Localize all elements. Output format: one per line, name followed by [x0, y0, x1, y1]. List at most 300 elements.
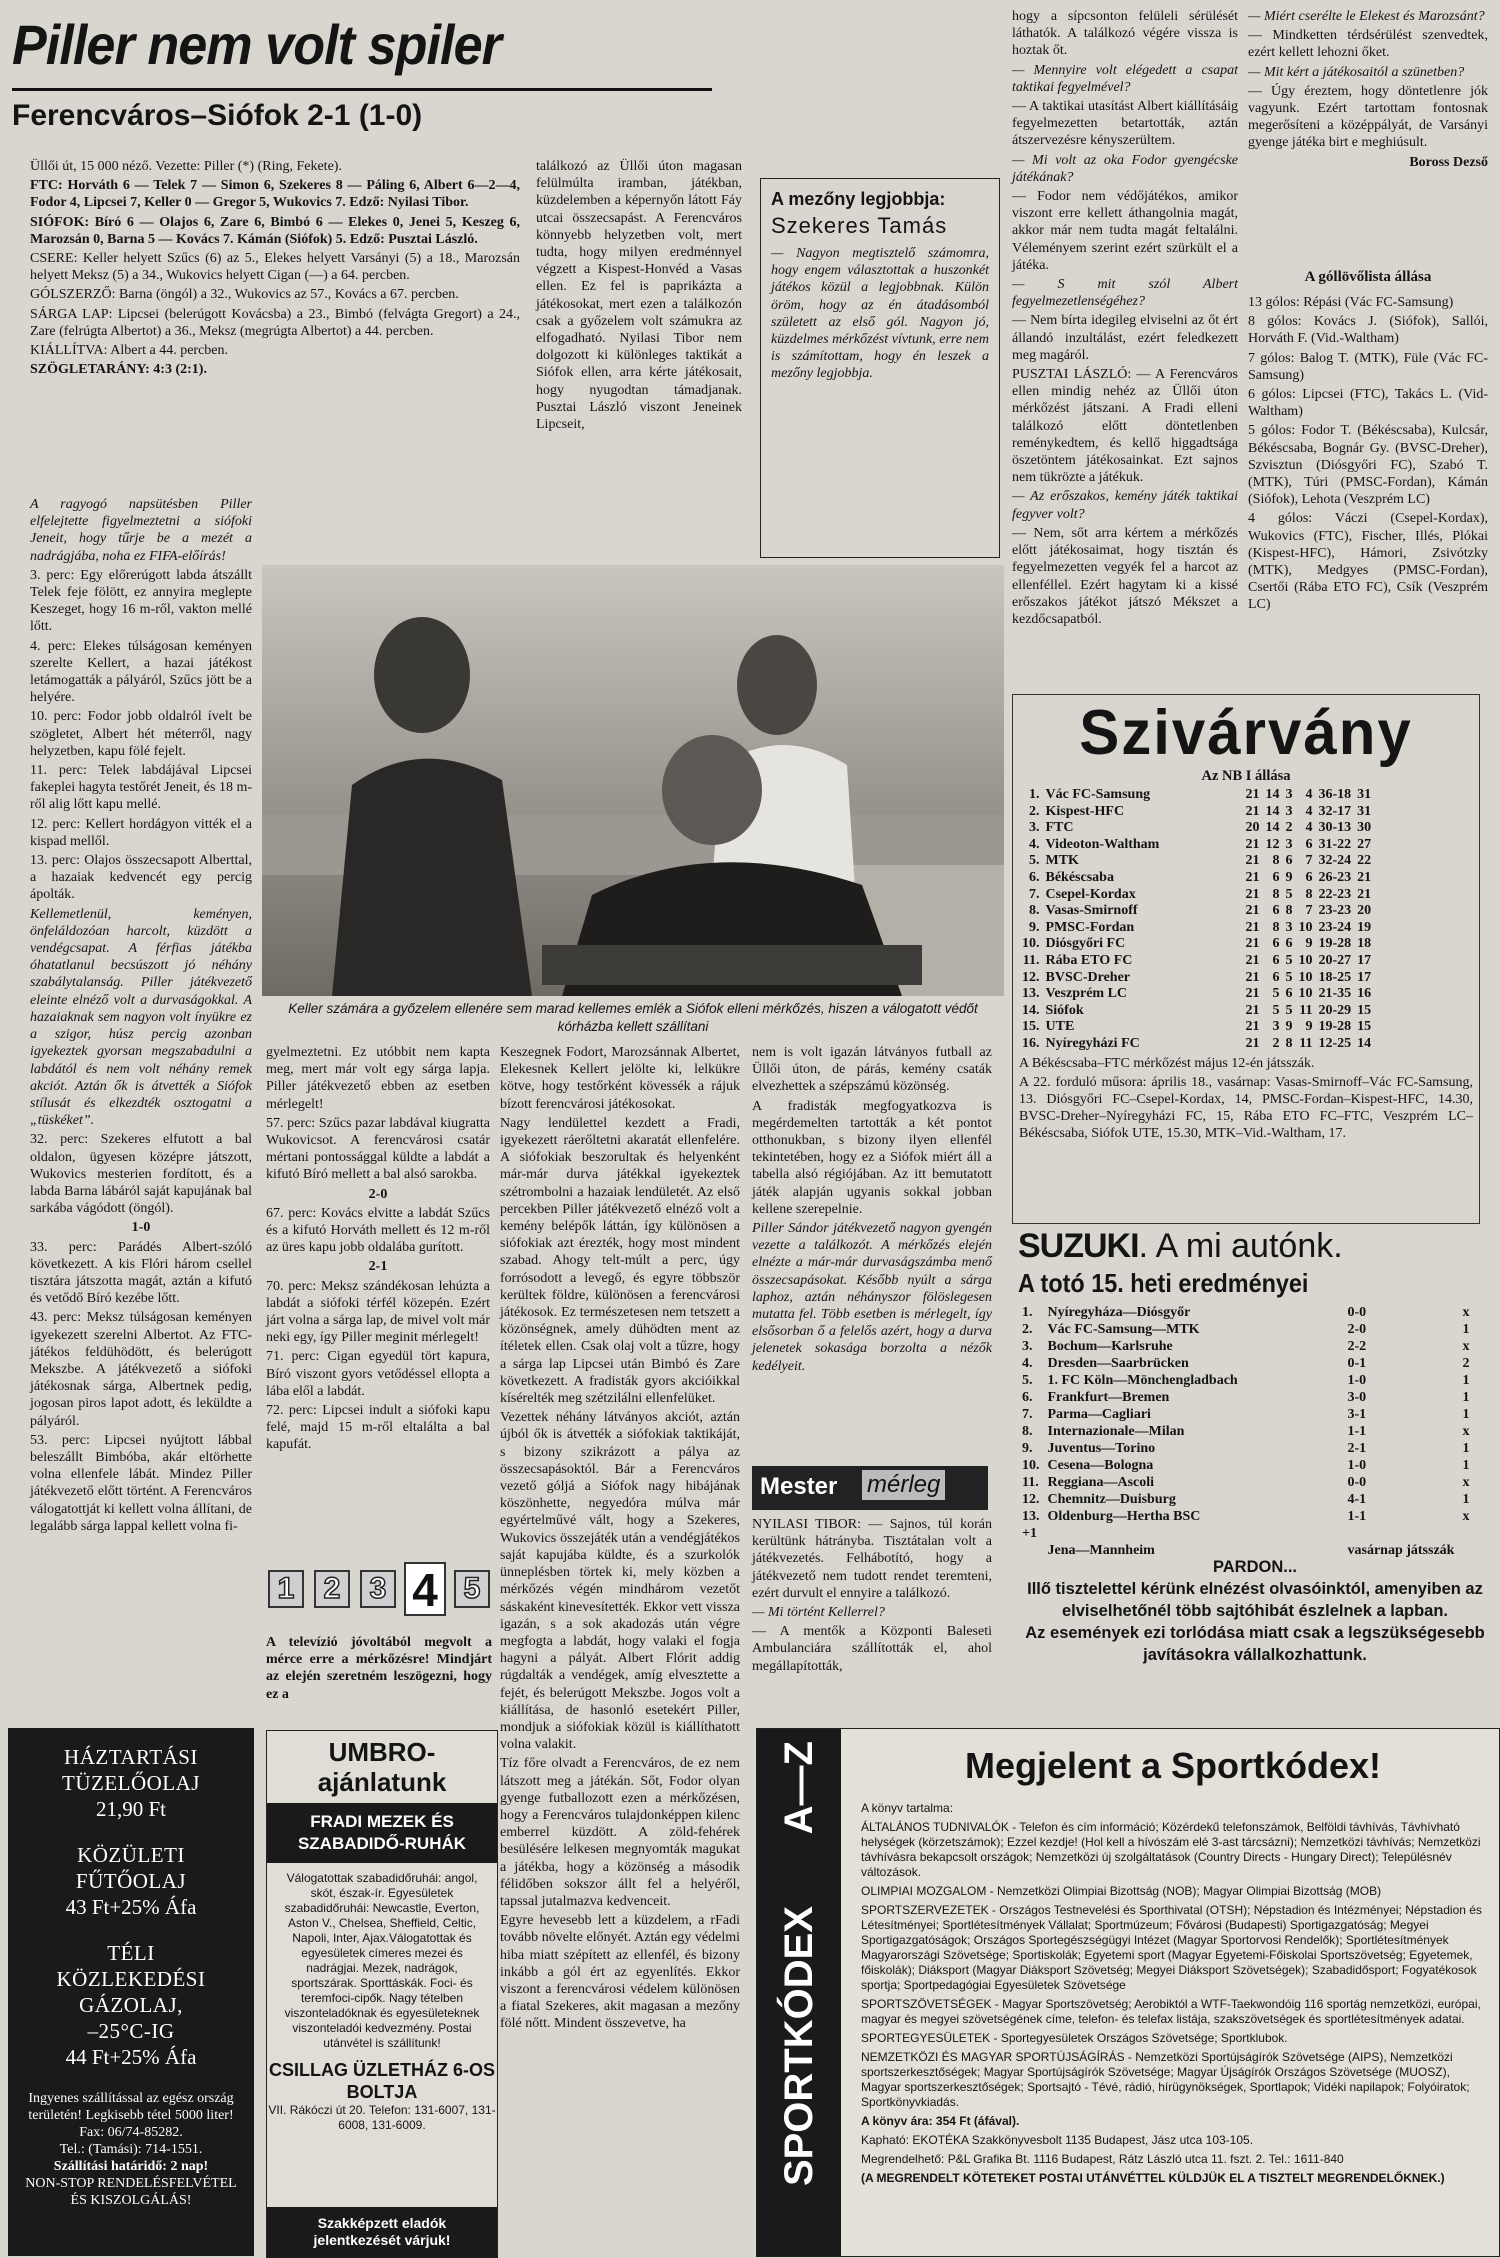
umbro-banner: FRADI MEZEK ÉS SZABADIDŐ-RUHÁK [267, 1803, 497, 1863]
toto-row [1018, 1389, 1473, 1406]
toto-cell: 11. [1022, 1475, 1039, 1490]
article-column-4-lower [752, 1044, 992, 1464]
standings-row [1019, 986, 1374, 1003]
sportkodex-where: Kapható: EKOTÉKA Szakkönyvesbolt 1135 Budapest, Jász utca 103-105. [861, 2133, 1254, 2147]
standings-cell: 20-29 [1318, 1002, 1352, 1018]
standings-row [1019, 920, 1374, 937]
standings-row [1019, 853, 1374, 870]
toto-title: A totó 15. heti eredményei [1018, 1268, 1309, 1298]
standings-cell: 5 [1285, 886, 1293, 902]
toto-cell: 1 [1462, 1458, 1470, 1473]
interview-question: — Mi volt az oka Fodor gyengécske játékának? [1012, 152, 1238, 185]
sportkodex-note: (A MEGRENDELT KÖTETEKET POSTAI UTÁNVÉTTEL KÜLDJÜK EL A TISZTELT MEGRENDELŐKNEK.) [861, 2171, 1445, 2185]
standings-cell: 17 [1357, 952, 1372, 968]
standings-cell: 32-24 [1318, 853, 1352, 869]
article-headline: Piller nem volt spiler [12, 13, 501, 76]
fuel-line: KÖZÜLETI [77, 1843, 185, 1867]
standings-cell: 21-35 [1318, 986, 1352, 1002]
standings-cell: 3 [1285, 919, 1293, 935]
standings-cell: 21 [1245, 787, 1260, 802]
standings-cell: 9 [1285, 869, 1293, 885]
toto-cell: 13. [1022, 1509, 1040, 1524]
sportkodex-item: ÁLTALÁNOS TUDNIVALÓK - Telefon és cím információ; Közérdekű telefonszámok, Belföldi távhívás, Távhívható helységek (körzetszámok); Ezzel kezdje! (Hol kell a hívószám elé 3-ast tárcsázni); Nemzetközi távhívás; Nemzetközi távhívásra bekapcsolt országok; Nemzetközi új szolgáltatások (Country Directs - Hungary Direct); Településnév változások. [861, 1820, 1481, 1879]
team-name: PMSC-Fordan [1045, 919, 1135, 935]
umbro-address: VII. Rákóczi út 20. Telefon: 131-6007, 131-6008, 131-6009. [268, 2103, 496, 2132]
umbro-body: Válogatottak szabadidőruhái: angol, skót, észak-ír. Egyesületek szabadidőruhái: Newcastle, Everton, Aston V., Chelsea, Sheffield, Celtic, Napoli, Inter, Ajax.Válogatottak és egyesületek címeres mezei és nadrágjai. Mezek, nadrágok, sportszárak. Sporttáskák. Foci- és teremfoci-cipők. Nagy tételben viszonteladóknak és egyesületeknek viszonteladói kedvezmény. Postai utánvétel is szállítunk! [284, 1871, 480, 2050]
toto-cell: +1 [1022, 1526, 1037, 1541]
szivarvany-logo: Szivárvány [1079, 697, 1413, 768]
standings-cell: 14 [1265, 820, 1280, 836]
team-name: Rába ETO FC [1045, 952, 1133, 968]
toto-match: Cesena—Bologna [1047, 1458, 1154, 1473]
article-paragraph: A fradisták megfogyatkozva is megérdemelten tartották a két pontot otthonukban, s bizony ilyen ellenfél tekintetében, hogy ez a Siófok miért áll a tabella alsó régiójában. Az itt bemutatott játék alapján ugyanis sokkal jobban kellene szerepelnie. [752, 1098, 992, 1217]
event-item: 53. perc: Lipcsei nyújtott lábbal beleszállt Bimbóba, akár eltörhette volna ellenfele lábát. Mindez Piller játékvezető előtt történt. A Ferencváros válogatottját ki kellett volna állítani, de legalább sárga lappal kellett volna fi- [30, 1432, 252, 1534]
standings-cell: 5. [1029, 853, 1040, 869]
toto-cell: 1-0 [1347, 1458, 1367, 1473]
fuel-price: 43 Ft+25% Áfa [65, 1895, 197, 1919]
toto-match: Jena—Mannheim [1047, 1543, 1155, 1558]
interview-answer: — Mindketten térdsérülést szenvedtek, ezért kellett lehozni őket. [1248, 28, 1488, 61]
toto-row [1018, 1508, 1473, 1525]
team-name: Csepel-Kordax [1045, 886, 1136, 902]
standings-cell: 5 [1285, 969, 1293, 985]
toto-table [1018, 1304, 1473, 1559]
toto-cell: 3-1 [1347, 1407, 1367, 1422]
match-events-column-2 [266, 1044, 490, 1556]
sportkodex-vertical-az: A—Z [777, 1741, 821, 1835]
standings-row [1019, 953, 1374, 970]
sportkodex-intro: A könyv tartalma: [861, 1801, 954, 1815]
toto-cell: vasárnap játsszák [1347, 1543, 1455, 1558]
interview-column-2 [1248, 8, 1488, 272]
standings-cell: 4 [1305, 820, 1313, 836]
fuel-phone: Tel.: (Tamási): 714-1551. [59, 2142, 203, 2157]
team-name: Siófok [1045, 1002, 1084, 1018]
toto-match: Nyíregyháza—Diósgyőr [1047, 1305, 1191, 1320]
interview-question: — Mit kért a játékosaitól a szünetben? [1248, 64, 1465, 80]
standings-cell: 6 [1285, 936, 1293, 952]
standings-cell: 6 [1272, 903, 1280, 919]
standings-cell: 31-22 [1318, 836, 1352, 852]
toto-row [1018, 1338, 1473, 1355]
standings-cell: 31 [1357, 787, 1372, 802]
fuel-deadline: Szállítási határidő: 2 nap! [53, 2159, 209, 2174]
toto-cell: 0-0 [1347, 1305, 1367, 1320]
standings-cell: 2 [1285, 820, 1293, 836]
team-name: FTC [1045, 820, 1074, 836]
standings-cell: 21 [1245, 919, 1260, 935]
fuel-price: 44 Ft+25% Áfa [65, 2045, 197, 2069]
standings-cell: 6 [1272, 952, 1280, 968]
team-name: UTE [1045, 1019, 1075, 1035]
standings-cell: 5 [1285, 952, 1293, 968]
toto-cell: x [1462, 1509, 1470, 1524]
standings-cell: 8. [1029, 903, 1040, 919]
standings-cell: 14 [1265, 803, 1280, 819]
standings-cell: 21 [1245, 1019, 1260, 1035]
standings-cell: 8 [1272, 919, 1280, 935]
standings-cell: 20 [1245, 820, 1260, 836]
sportkodex-order: Megrendelhető: P&L Grafika Bt. 1116 Budapest, Rátz László utca 11. fszt. 2. Tel.: 1611-840 [861, 2152, 1344, 2166]
fuel-nonstop: NON-STOP RENDELÉSFELVÉTEL ÉS KISZOLGÁLÁS! [25, 2176, 237, 2208]
toto-cell: 1. [1022, 1305, 1033, 1320]
toto-row [1018, 1525, 1473, 1542]
pardon-text: Illő tisztelettel kérünk elnézést olvasóinktól, amenyiben az elviselhetőnél több sajtóhibát észlelnek a lapban. [1027, 1580, 1483, 1620]
standings-cell: 10 [1298, 969, 1313, 985]
fuel-line: KÖZLEKEDÉSI [56, 1967, 206, 1991]
standings-row [1019, 936, 1374, 953]
toto-cell: x [1462, 1305, 1470, 1320]
event-item: 33. perc: Parádés Albert-szóló következett. A kis Flóri három csellel tisztára játszotta magát, aztán a kifutó és vetődő Bíró kezébe lőtt. [30, 1239, 252, 1307]
standings-cell: 8 [1305, 886, 1313, 902]
yellow-cards: SÁRGA LAP: Lipcsei (belerúgott Kovácsba) a 23., Bimbó (felvágta Gregort) a 24., Zare (felrúgta Albertot) a 36., Meksz (megrúgta Albertot) a 44. percben. [30, 306, 520, 339]
toto-cell: 12. [1022, 1492, 1040, 1507]
toto-row [1018, 1372, 1473, 1389]
standings-cell: 8 [1285, 1035, 1293, 1051]
sportkodex-item: SPORTSZERVEZETEK - Országos Testnevelési és Sporthivatal (OTSH); Népstadion és Intézményei; Népstadion és Létesítményei; Sportlétesítmények Vállalat; Sportmúzeum; Fővárosi (Budapesti) Sportigazgatóság; Megyei Sportigazgatóságok; Országos Sportegészségügyi Intézet (Magyar Sportorvosi Rendelők); Sportlétesítmények Magyarországi Szövetsége; Sportiskolák; Egyetemi sport (Magyar Egyetemi-Főiskolai Sportszövetség; Egyetemek, főiskolák); Diáksport (Magyar Diáksport Szövetség; Megyei Diáksport Szövetségek); Szabadidősport; Fogyatékosok sportja; Sportpedagógiai Egyesületek Szövetsége [861, 1903, 1482, 1992]
standings-cell: 21 [1245, 1002, 1260, 1018]
match-result-subhead-block [12, 98, 712, 142]
standings-row [1019, 887, 1374, 904]
toto-row [1018, 1321, 1473, 1338]
standings-cell: 7. [1029, 886, 1040, 902]
toto-cell: 1 [1462, 1407, 1470, 1422]
fuel-delivery: Ingyenes szállítással az egész ország területén! Legkisebb tétel 5000 liter! Fax: 06/74-85282. [28, 2091, 234, 2140]
standings-cell: 32-17 [1318, 803, 1352, 819]
standings-cell: 20 [1357, 903, 1372, 919]
toto-cell: 5. [1022, 1373, 1033, 1388]
standings-row [1019, 903, 1374, 920]
fuel-line: FŰTŐOLAJ [75, 1869, 187, 1893]
standings-cell: 21 [1245, 869, 1260, 885]
toto-match: Frankfurt—Bremen [1047, 1390, 1170, 1405]
referee-assessment: Piller Sándor játékvezető nagyon gyengén vezette a találkozót. A mérkőzés elején elnézte a már-már durvaságszámba menő összecsapásokat. Később nyúlt a sárga laphoz, aztán néhányszor fölöslegesen mutatta fel. Több esetben is mérlegelt, így elsősorban ő a felelős azért, hogy a durva jelenetek sokasága borzolta a nézők kedélyeit. [752, 1221, 992, 1374]
standings-cell: 18-25 [1318, 969, 1352, 985]
standings-cell: 14 [1265, 787, 1280, 802]
standings-cell: 3 [1285, 787, 1293, 802]
pardon-notice [1022, 1556, 1488, 1668]
team-name: Videoton-Waltham [1045, 836, 1160, 852]
interview-answer: — Nem, sőt arra kértem a mérkőzés előtt játékosaimat, hogy tisztán és fegyelmezetten vegyék fel a harcot az ellenféllel. Ezért hagytam ki a kissé erőszakos játékot játszó Mékszet a kezdőcsapatból. [1012, 525, 1238, 627]
standings-cell: 30 [1357, 820, 1372, 836]
toto-match: Chemnitz—Duisburg [1047, 1492, 1176, 1507]
lineup-box [30, 158, 520, 494]
toto-match: Internazionale—Milan [1047, 1424, 1185, 1439]
standings-cell: 14 [1357, 1035, 1372, 1051]
standings-cell: 21 [1245, 886, 1260, 902]
standings-cell: 6. [1029, 869, 1040, 885]
team-name: Nyíregyházi FC [1045, 1035, 1140, 1051]
team-name: MTK [1045, 853, 1079, 869]
interview-answer: — Fodor nem védőjátékos, amikor viszont erre kellett áthangolnia magát, akkor már nem tudta magát feltalálni. Véleményem szerint ezért szürkült el a játéka. [1012, 189, 1238, 273]
standings-cell: 6 [1272, 936, 1280, 952]
standings-cell: 21 [1245, 969, 1260, 985]
toto-cell: 8. [1022, 1424, 1033, 1439]
toto-cell: 2-2 [1347, 1339, 1367, 1354]
toto-row [1018, 1474, 1473, 1491]
standings-cell: 15 [1357, 1002, 1372, 1018]
standings-cell: 23-24 [1318, 919, 1352, 935]
standings-row [1019, 804, 1374, 821]
standings-cell: 9 [1285, 1019, 1293, 1035]
toto-match [1044, 1525, 1344, 1542]
coach-interview-column [752, 1516, 992, 1722]
sportkodex-price: A könyv ára: 354 Ft (áfával). [861, 2114, 1020, 2128]
toto-row [1018, 1423, 1473, 1440]
standings-cell: 9. [1029, 919, 1040, 935]
standings-cell: 16. [1022, 1035, 1040, 1051]
interview-nyilasi: NYILASI TIBOR: — Sajnos, túl korán kerültünk hátrányba. Tisztátalan volt a játékvezetés. Felhábotító, hogy a játékvezető nem tudott rendet teremteni, ezért durvult el ennyire a találkozó. [752, 1517, 992, 1601]
round-program: A 22. forduló műsora: április 18., vasárnap: Vasas-Smirnoff–Vác FC-Samsung, 13. Diósgyőri FC–Csepel-Kordax, 14, PMSC-Fordan–Kispest-HFC, 14.30, BVSC-Dreher–Nyíregyházi FC, 15, Rába ETO FC–FTC, Veszprém LC–Békéscsaba, Siófok UTE, 15.30, MTK–Vid.-Waltham, 17. [1019, 1074, 1473, 1141]
standings-cell: 23-23 [1318, 903, 1352, 919]
toto-match: Parma—Cagliari [1047, 1407, 1151, 1422]
toto-match: Bochum—Karlsruhe [1047, 1339, 1173, 1354]
standings-cell: 15. [1022, 1019, 1040, 1035]
toto-cell: x [1462, 1475, 1470, 1490]
pardon-text-2: Az események ezi torlódása miatt csak a legszükségesebb javításokra vállalkozhattunk. [1025, 1624, 1485, 1664]
sportkodex-item: NEMZETKÖZI ÉS MAGYAR SPORTÚJSÁGÍRÁS - Nemzetközi Sportújságírók Szövetsége (AIPS), Nemzetközi sportszerkesztőségek; Magyar Sportújságírók Szövetsége; Magyar Újságírók Országos Szövetsége (MUOSZ), Magyar sportszerkesztőségek; Sportsajtó - Tévé, rádió, hírügynökségek, Sportlapok; Vidéki napilapok; Folyóiratok; Sportkönyvkiadás. [861, 2050, 1470, 2109]
toto-cell: 1 [1462, 1373, 1470, 1388]
standings-cell: 36-18 [1318, 787, 1352, 802]
event-item: 43. perc: Meksz túlságosan keményen igyekezett szerelni Albertot. Az FTC-játékos feldühödött, és belerúgott Mekszbe. A játékvezető a siófoki játékosnak sárga, Albertnek pedig, jogosan piros lapot adott, és leküldte a pályáról. [30, 1310, 252, 1429]
interview-answer: — A taktikai utasítást Albert kiállításáig fegyelmezetten betartották, aztán átszervezésre kényszerültem. [1012, 99, 1238, 149]
siofok-lineup: SIÓFOK: Bíró 6 — Olajos 6, Zare 6, Bimbó 6 — Elekes 0, Jenei 5, Keszeg 6, Marozsán 0, Barna 5 — Kovács 7. Kámán (Siófok) 5. Edző: Pusztai László. [30, 214, 520, 247]
article-paragraph: Keszegnek Fodort, Marozsánnak Albertet, Elekesnek Kellert jelölte ki, lelkükre kötve, hogy testőrként kövessék a rájuk bízott ferencvárosi játékosokat. [500, 1045, 740, 1112]
toto-cell: 3-0 [1347, 1390, 1367, 1405]
match-events-column [30, 496, 252, 1722]
sportkodex-title: Megjelent a Sportkódex! [964, 1745, 1382, 1786]
standings-cell: 21 [1245, 936, 1260, 952]
standings-cell: 21 [1245, 836, 1260, 852]
standings-cell: 4. [1029, 836, 1040, 852]
article-paragraph: Egyre hevesebb lett a küzdelem, a rFadi tovább növelte előnyét. Aztán egy védelmi hiba miatt szépített az ellenfél, és bizony inkább a gól ért az egyenlítés. Ekkor viszont a ferencvárosi védelem különösen a fiatal Szekeres, akit magasan a mezőny fölé nőtt. Mindent összevetve, ha [500, 1913, 740, 2032]
toto-cell: 9. [1022, 1441, 1033, 1456]
standings-row [1019, 787, 1374, 804]
suzuki-ad [1018, 1226, 1488, 1266]
standings-cell: 12 [1265, 836, 1280, 852]
toto-cell: 3. [1022, 1339, 1033, 1354]
event-item: 70. perc: Meksz szándékosan lehúzta a labdát a siófoki térfél közepén. Ezért járt volna a sárga lap, de mivel volt már neki egy, így Piller meginit mérlegelt! [266, 1278, 490, 1346]
man-of-the-match-name: Szekeres Tamás [771, 213, 948, 238]
toto-cell: 1 [1462, 1322, 1470, 1337]
toto-cell: 1-0 [1347, 1373, 1367, 1388]
standings-cell: 21 [1245, 903, 1260, 919]
event-commentary: Kellemetlenül, keményen, önfeláldozóan harcolt, küzdött a vendégcsapat. A férfias játékba óhatatlanul becsúszott jó néhány szabálytalanság. Piller játékvezető eleinte elnéző volt a durvaságokkal. A hazaiaknak sem nagyon volt ínyükre ez a szigor, húsz percig azonban igyekeztek gyorsan megszabadulni a labdától és nem volt néhány remek akciót. Aztán ők is átvették a Siófok stílusát és elkezdték osztogatni a „tüskéket”. [30, 906, 252, 1129]
standings-cell: 16 [1357, 986, 1372, 1002]
top-scorers-title: A góllövőlista állása [1304, 269, 1432, 285]
toto-match: Dresden—Saarbrücken [1047, 1356, 1189, 1371]
top-scorers-box [1248, 266, 1488, 690]
standings-cell: 11. [1022, 952, 1040, 968]
rating-digit: 3 [360, 1570, 396, 1608]
top-scorers-entry: 4 gólos: Váczi (Csepel-Kordax), Wukovics (FTC), Fischer, Illés, Plókai (Kispest-HFC), Hámori, Zsivótzky (MTK), Medgyes (PMSC-Fordan), Csertői (Rába ETO FC), Csík (Veszprém LC) [1248, 511, 1488, 613]
sportkodex-vertical-title: SPORTKÓDEX [777, 1906, 821, 2187]
event-item: 71. perc: Cigan egyedül tört kapura, Bíró viszont gyors vetődéssel ellopta a lába elől a labdát. [266, 1349, 490, 1399]
standings-cell: 3. [1029, 820, 1040, 836]
rating-digit: 5 [454, 1570, 490, 1608]
standings-note: A Békéscsaba–FTC mérkőzést május 12-én játsszák. [1019, 1055, 1315, 1071]
toto-cell: 6. [1022, 1390, 1033, 1405]
standings-cell: 14. [1022, 1002, 1040, 1018]
standings-cell: 7 [1305, 853, 1313, 869]
photo-caption: Keller számára a győzelem ellenére sem marad kellemes emlék a Siófok elleni mérkőzés, hiszen a válogatott védőt kórházba kellett szállítani [288, 1001, 978, 1034]
standings-cell: 22 [1357, 853, 1372, 869]
standings-table [1019, 787, 1374, 1053]
fuel-line: TÉLI [107, 1941, 155, 1965]
standings-cell: 3 [1285, 803, 1293, 819]
standings-cell: 10 [1298, 986, 1313, 1002]
suzuki-brand: SUZUKI [1018, 1227, 1139, 1265]
match-result-subhead: Ferencváros–Siófok 2-1 (1-0) [12, 99, 423, 132]
merleg-word: mérleg [862, 1470, 945, 1500]
mestermerleg-logo [752, 1466, 988, 1510]
standings-cell: 19 [1357, 919, 1372, 935]
standings-row [1019, 1019, 1374, 1036]
sportkodex-item: OLIMPIAI MOZGALOM - Nemzetközi Olimpiai Bizottság (NOB); Magyar Olimpiai Bizottság (MOB) [861, 1884, 1382, 1898]
standings-cell: 19-28 [1318, 1019, 1352, 1035]
standings-cell: 6 [1285, 853, 1293, 869]
top-scorers-entry: 13 gólos: Répási (Vác FC-Samsung) [1248, 295, 1454, 310]
standings-cell: 4 [1305, 803, 1313, 819]
headline-rule [12, 88, 712, 91]
toto-match: Juventus—Torino [1047, 1441, 1156, 1456]
umbro-heading: UMBRO- [328, 1737, 436, 1767]
standings-row [1019, 870, 1374, 887]
rating-digit: 2 [314, 1570, 350, 1608]
standings-row [1019, 1003, 1374, 1020]
standings-box [1012, 694, 1480, 1224]
venue-line: Üllői út, 15 000 néző. Vezette: Piller (*) (Ring, Fekete). [30, 159, 342, 174]
team-name: Veszprém LC [1045, 986, 1128, 1002]
toto-cell [1458, 1525, 1473, 1542]
standings-cell: 21 [1245, 986, 1260, 1002]
sportkodex-body [861, 1801, 1487, 2251]
standings-cell: 22-23 [1318, 886, 1352, 902]
toto-cell: 2-0 [1347, 1322, 1367, 1337]
umbro-heading-2: ajánlatunk [317, 1767, 447, 1797]
toto-cell [1344, 1525, 1459, 1542]
standings-cell: 6 [1305, 836, 1313, 852]
standings-cell: 9 [1305, 936, 1313, 952]
substitutions: CSERE: Keller helyett Szűcs (6) az 5., Elekes helyett Varsányi (5) a 18., Marozsán helyett Meksz (5) a 34., Wukovics helyett Cigan (—) a 64. percben. [30, 251, 520, 284]
standings-cell: 21 [1245, 853, 1260, 869]
event-item: 67. perc: Kovács elvitte a labdát Szűcs és a kifutó Horváth mellett és 12 m-ről az üres kapu jobb oldalába gurított. [266, 1205, 490, 1256]
event-item: 10. perc: Fodor jobb oldalról ívelt be szögletet, Albert hét méterről, nagy helyzetben, kapu fölé fejelt. [30, 709, 252, 759]
standings-cell: 11 [1299, 1002, 1313, 1018]
fuel-line: TÜZELŐOLAJ [62, 1771, 200, 1795]
standings-row [1019, 820, 1374, 837]
umbro-ad [266, 1730, 498, 2258]
interview-answer: — A mentők a Központi Baleseti Ambulanciára szállították el, ahol megállapították, [752, 1624, 992, 1674]
interview-question: — Miért cserélte le Elekest és Marozsánt? [1248, 9, 1485, 24]
toto-cell: 1 [1462, 1390, 1470, 1405]
article-column-3-lower [500, 1044, 740, 2256]
interview-answer: — Nem bírta idegileg elviselni az őt ért állandó inzultálást, ezért feledkezett meg magáról. [1012, 313, 1238, 363]
standings-cell: 6 [1305, 869, 1313, 885]
standings-cell: 12. [1022, 969, 1040, 985]
standings-cell: 21 [1357, 886, 1372, 902]
suzuki-slogan: . A mi autónk. [1138, 1227, 1343, 1265]
toto-cell: 2. [1022, 1322, 1033, 1337]
photo-image [262, 565, 1004, 996]
standings-cell: 10 [1298, 952, 1313, 968]
toto-match: Oldenburg—Hertha BSC [1047, 1509, 1201, 1524]
goalscorers: GÓLSZERZŐ: Barna (öngól) a 32., Wukovics az 57., Kovács a 67. percben. [30, 287, 459, 303]
standings-cell: 12-25 [1318, 1035, 1352, 1051]
fuel-line: HÁZTARTÁSI [64, 1745, 198, 1769]
umbro-shop: CSILLAG ÜZLETHÁZ 6-OS BOLTJA [269, 2060, 495, 2102]
standings-cell: 27 [1357, 836, 1372, 852]
score-line: 1-0 [131, 1220, 151, 1236]
standings-cell: 10 [1298, 919, 1313, 935]
event-item: 13. perc: Olajos összecsapott Alberttal, a hazaiak kedvencét egy percig ápolták. [30, 853, 252, 903]
team-name: Kispest-HFC [1045, 803, 1125, 819]
score-line: 2-1 [368, 1259, 388, 1275]
toto-row [1018, 1304, 1473, 1321]
event-item: 12. perc: Kellert hordágyon vitték el a kispad mellől. [30, 816, 252, 849]
toto-cell: 10. [1022, 1458, 1040, 1473]
toto-cell: 4. [1022, 1356, 1033, 1371]
stretcher-photo [262, 565, 1004, 996]
top-scorers-entry: 8 gólos: Kovács J. (Siófok), Sallói, Horváth F. (Vid.-Waltham) [1248, 314, 1488, 347]
sportkodex-item: SPORTEGYESÜLETEK - Sportegyesületek Országos Szövetsége; Sportklubok. [861, 2031, 1288, 2045]
sportkodex-ad [756, 1728, 1500, 2257]
standings-row [1019, 970, 1374, 987]
corner-ratio: SZÖGLETARÁNY: 4:3 (2:1). [30, 362, 207, 378]
article-paragraph: találkozó az Üllői úton magasan felülmúlta iramban, játékban, küzdelemben a képernyőn látott Fáy utcai összecsapást. A Ferencváros könnyebb helyzetben volt, mert tudta, hogy milyen eredménnyel végzett a Kispest-Honvéd a Vasas ellen. Ez fel is paprikázta a játékosokat, mert ezen a találkozón csak a győzelem volt számukra az elfogadható. Nyilasi Tibor nem dolgozott ki különleges taktikát a Siófok ellen, arra kérte játékosait, hogy nyugodtan támadjanak. Pusztai László viszont Jeneinek Lipcseit, [536, 159, 742, 433]
ftc-lineup: FTC: Horváth 6 — Telek 7 — Simon 6, Szekeres 8 — Páling 6, Albert 6—2—4, Fodor 4, Lipcsei 7, Keller 0 — Gregor 5, Wukovics 7. Edző: Nyilasi Tibor. [30, 178, 520, 211]
article-paragraph: Tíz főre olvadt a Ferencváros, de ez nem látszott meg a játékán. Sőt, Fodor olyan gyenge futballozott ezen a mérkőzésen, hogy a Ferencváros tulajdonképpen kilenc emberrel küzdött. A zöld-fehérek besülésére lelkesen megnyomták magukat a játékba, hogy a közönség a második félidőben sokszor állt fel a helyéről, tapssal jutalmazva kedvenceit. [500, 1756, 740, 1909]
event-item: 32. perc: Szekeres elfutott a bal oldalon, ügyesen középre játszott, Wukovics mesterien fordított, és a labda Barna lábáról saját kapujának bal sarkába vágódott (öngól). [30, 1132, 252, 1217]
event-item: 57. perc: Szűcs pazar labdával kiugratta Wukovicsot. A ferencvárosi csatár mértani pontossággal küldte a labdát a kifutó Bíró mellett a bal alsó sarokba. [266, 1115, 490, 1183]
fuel-line: GÁZOLAJ, [79, 1993, 183, 2017]
standings-cell: 5 [1272, 1002, 1280, 1018]
toto-cell: 4-1 [1347, 1492, 1367, 1507]
event-item: 72. perc: Lipcsei indult a siófoki kapu felé, majd 15 m-ről eltalálta a bal kapufát. [266, 1403, 490, 1453]
team-name: Diósgyőri FC [1045, 936, 1126, 952]
standings-cell: 6 [1285, 986, 1293, 1002]
standings-cell: 17 [1357, 969, 1372, 985]
standings-cell: 21 [1245, 1035, 1260, 1051]
fuel-oil-ad [8, 1728, 254, 2256]
standings-cell: 18 [1357, 936, 1372, 952]
interview-paragraph: hogy a sípcsonton felüleli sérülését láthatók. A találkozó végére vissza is hoztak őt. [1012, 9, 1238, 59]
standings-cell: 8 [1285, 903, 1293, 919]
article-paragraph: Nagy lendülettel kezdett a Fradi, igyekezett ráerőltetni akaratát ellenfelére. A siófokiak beszorultak és helyenként már-már durva játékkal igyekeztek szétrombolni a hazaiak lendületét. Az első percekben Piller játékvezető elnéző volt a kemény belépők láttán, így különösen a siófokiak azt érezték, hogy most mindent szabad. Ahogy telt-múlt a perc, úgy forrósodott a levegő, és egyre többször kerültek földre, különösen a ferencvárosi játékosok. Ez természetesen nem tetszett a közönségnek, amely dühödten ment az ítéletek ellen. Csak olaj volt a tűzre, hogy a sárga lap Lipcsei után Bimbó és Zare következett. A fradisták gyors akcióikkal kísérelték meg szétzilálni ellenfelüket. [500, 1115, 740, 1407]
event-item: 3. perc: Egy előrerúgott labda átszállt Telek feje fölött, ez annyira meglepte Keszeget, hogy 16 m-ről, vakton mellé lőtt. [30, 567, 252, 635]
standings-cell: 15 [1357, 1019, 1372, 1035]
standings-cell: 2 [1272, 1035, 1280, 1051]
toto-cell: 0-1 [1347, 1356, 1367, 1371]
standings-cell: 5 [1285, 1002, 1293, 1018]
man-of-the-match-quote: — Nagyon megtisztelő számomra, hogy engem választottak a huszonkét játékos közül a legjobbnak. Külön öröm, hogy az én átadásomból született az első gól. Nagyon jó, küzdelmes mérkőzést vívtunk, erre nem is számítottam, hogy én leszek a mezőny legjobbja. [771, 246, 989, 382]
standings-cell: 19-28 [1318, 936, 1352, 952]
sent-off: KIÁLLÍTVA: Albert a 44. percben. [30, 343, 229, 359]
sportkodex-sidebar [757, 1729, 841, 2256]
standings-cell: 8 [1272, 853, 1280, 869]
toto-match: Reggiana—Ascoli [1047, 1475, 1155, 1490]
intro-italic: A ragyogó napsütésben Piller elfelejtette figyelmeztetni a siófoki Jeneit, hogy tűrje be a mezét a nadrágjába, noha ez FIFA-előírás! [30, 497, 252, 564]
author-name: Boross Dezső [1409, 154, 1488, 170]
standings-row [1019, 1036, 1374, 1053]
toto-cell: 0-0 [1347, 1475, 1367, 1490]
standings-row [1019, 837, 1374, 854]
standings-cell: 21 [1245, 803, 1260, 819]
sportkodex-item: SPORTSZÖVETSÉGEK - Magyar Sportszövetség; Aerobiktól a WTF-Taekwondóig 116 sportág nemzetközi, európai, magyar és megyei szövetségének címe, telefon- és telefax listája, szakszövetségek és sportlétesítmények adatai. [861, 1997, 1481, 2026]
standings-cell: 9 [1305, 1019, 1313, 1035]
toto-match: 1. FC Köln—Mönchengladbach [1047, 1373, 1238, 1388]
article-headline-block [12, 14, 712, 84]
